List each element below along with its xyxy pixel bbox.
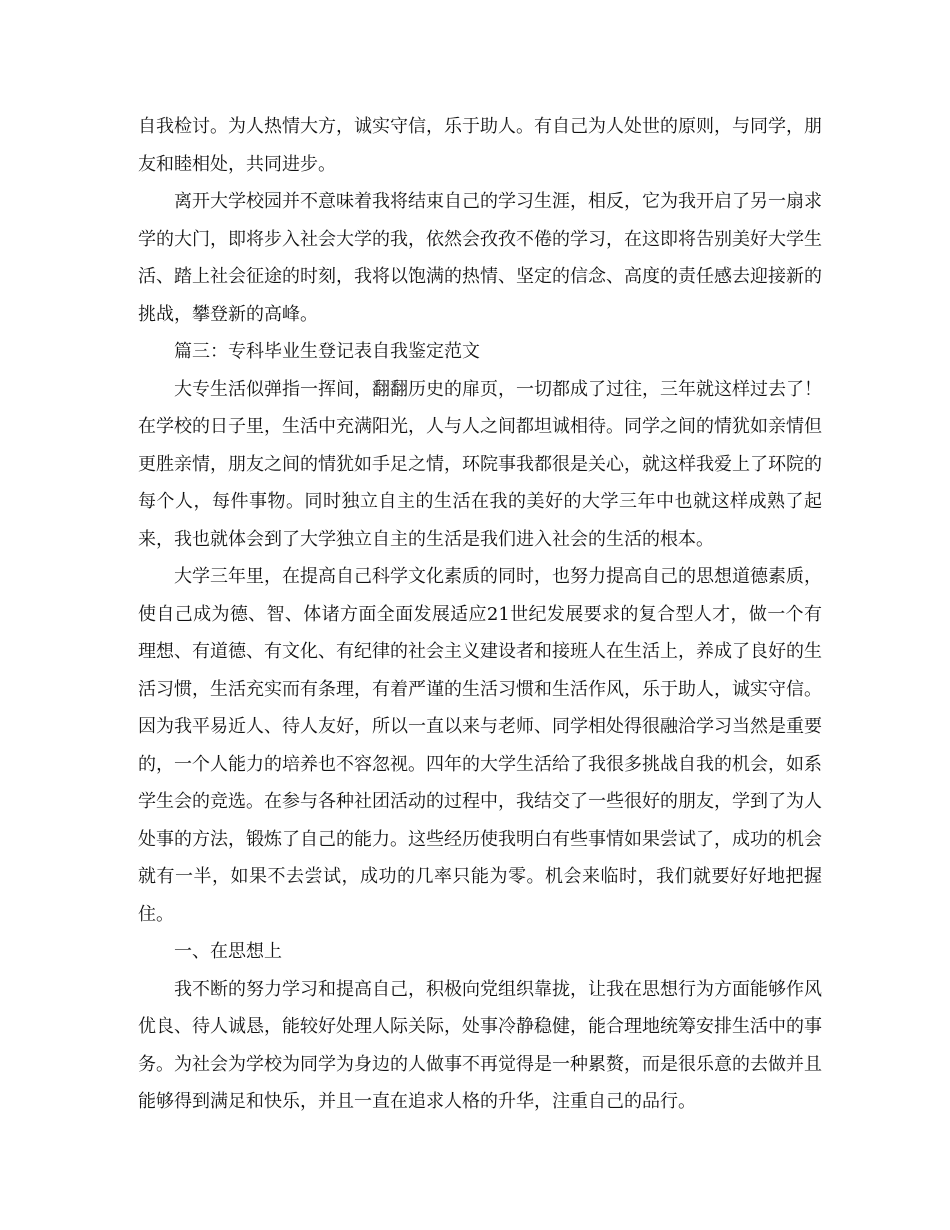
paragraph-ideology: 我不断的努力学习和提高自己，积极向党组织靠拢，让我在思想行为方面能够作风优良、待人诚恳，能较好处理人际关际，处事冷静稳健，能合理地统筹安排生活中的事务。为社会为学校为同学为身边的人做事不再觉得是一种累赘，而是很乐意的去做并且能够得到满足和快乐，并且一直在追求人格的升华，注重自己的品行。 — [138, 978, 822, 1112]
section-heading-ideology: 一、在思想上 — [174, 941, 282, 962]
paragraph-three-years: 大学三年里，在提高自己科学文化素质的同时，也努力提高自己的思想道德素质，使自己成为德、智、体诸方面全面发展适应21世纪发展要求的复合型人才，做一个有理想、有道德、有文化、有纪律的社会主义建设者和接班人在生活上，养成了良好的生活习惯，生活充实而有条理，有着严谨的生活习惯和生活作风，乐于助人，诚实守信。因为我平易近人、待人友好，所以一直以来与老师、同学相处得很融洽学习当然是重要的，一个人能力的培养也不容忽视。四年的大学生活给了我很多挑战自我的机会，如系学生会的竞选。在参与各种社团活动的过程中，我结交了一些很好的朋友，学到了为人处事的方法，锻炼了自己的能力。这些经历使我明白有些事情如果尝试了，成功的机会就有一半，如果不去尝试，成功的几率只能为零。机会来临时，我们就要好好地把握住。 — [138, 566, 822, 925]
paragraph-college-life: 大专生活似弹指一挥间，翻翻历史的扉页，一切都成了过往，三年就这样过去了！ 在学校的日子里，生活中充满阳光，人与人之间都坦诚相待。同学之间的情犹如亲情但更胜亲情，朋友之间的情犹如手足之情，环院事我都很是关心，就这样我爱上了环院的每个人，每件事物。同时独立自主的生活在我的美好的大学三年中也就这样成熟了起来，我也就体会到了大学独立自主的生活是我们进入社会的生活的根本。 — [138, 378, 840, 550]
document-body — [138, 108, 840, 1121]
paragraph-leaving-campus: 离开大学校园并不意味着我将结束自己的学习生涯，相反，它为我开启了另一扇求学的大门，即将步入社会大学的我，依然会孜孜不倦的学习，在这即将告别美好大学生活、踏上社会征途的时刻，我将以饱满的热情、坚定的信念、高度的责任感去迎接新的挑战，攀登新的高峰。 — [138, 191, 822, 325]
section-heading-part-three: 篇三：专科毕业生登记表自我鉴定范文 — [174, 341, 480, 362]
paragraph-continuation: 自我检讨。为人热情大方，诚实守信，乐于助人。有自己为人处世的原则，与同学，朋友和睦相处，共同进步。 — [138, 116, 822, 175]
